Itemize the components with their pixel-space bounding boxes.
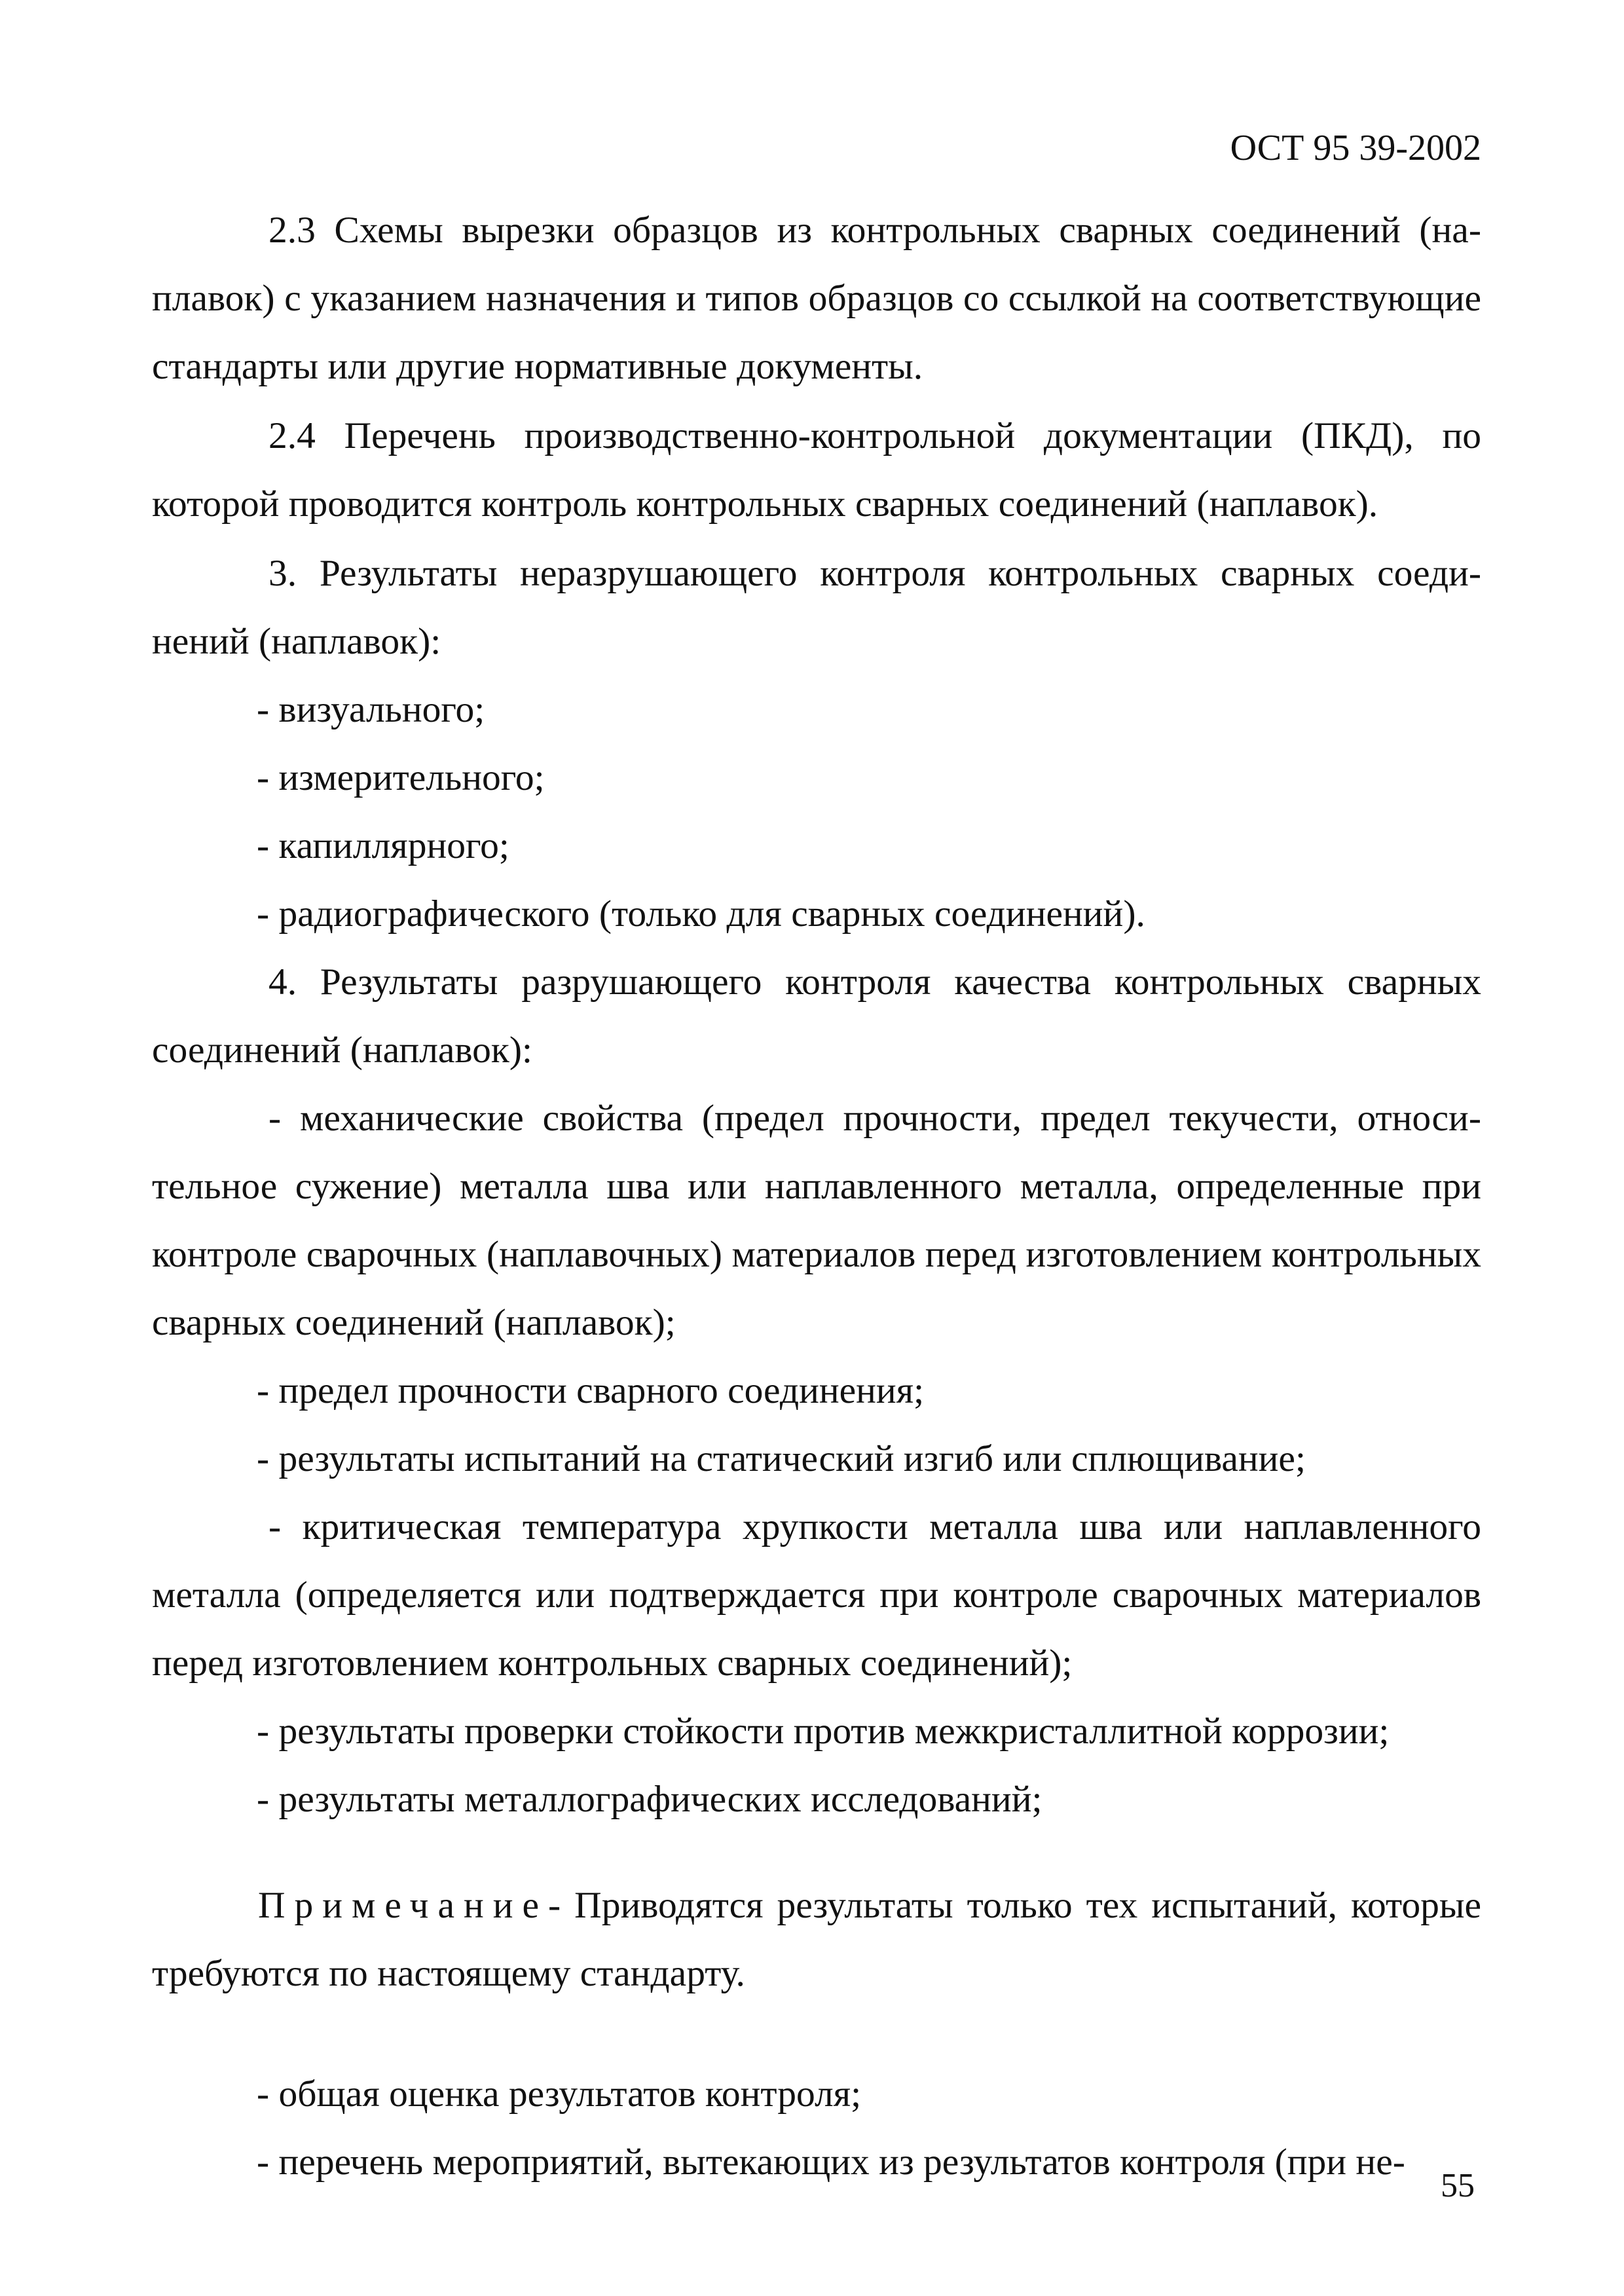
note-label: Примечание	[258, 1885, 549, 1926]
paragraph-2-3: 2.3 Схемы вырезки образцов из контрольных сварных соединений (наплавок) с указанием назначения и типов образцов со ссылкой на соответствующие стандарты или другие нормативные документы.	[152, 210, 1481, 387]
list-item-visual: - визуального;	[257, 689, 485, 730]
list-item-brittleness-temperature: - критическая температура хрупкости металла шва или наплавленного металла (определяется или подтверждается при контроле сварочных материалов перед изготовлением контрольных сварных соединений);	[152, 1506, 1481, 1684]
paragraph-3: 3. Результаты неразрушающего контроля контрольных сварных соединений (наплавок):	[152, 553, 1481, 662]
document-code: ОСТ 95 39-2002	[1230, 128, 1481, 168]
page-number: 55	[1441, 2167, 1475, 2204]
list-item-corrosion-resistance: - результаты проверки стойкости против межкристаллитной коррозии;	[257, 1711, 1390, 1752]
list-item-tensile-strength: - предел прочности сварного соединения;	[257, 1370, 925, 1411]
list-item-overall-assessment: - общая оценка результатов контроля;	[257, 2073, 862, 2115]
paragraph-4: 4. Результаты разрушающего контроля качества контрольных сварных соединений (наплавок):	[152, 961, 1481, 1071]
list-item-measuring: - измерительного;	[257, 757, 545, 798]
list-item-bend-test: - результаты испытаний на статический изгиб или сплющивание;	[257, 1438, 1306, 1479]
note	[152, 1872, 1481, 2008]
list-item-radiographic: - радиографического (только для сварных соединений).	[257, 893, 1145, 935]
document-body	[152, 196, 1481, 2196]
note-text: - Приводятся результаты только тех испытаний, которые требуются по настоящему стандарту.	[152, 1885, 1481, 1994]
paragraph-2-4: 2.4 Перечень производственно-контрольной документации (ПКД), по которой проводится контроль контрольных сварных соединений (наплавок).	[152, 415, 1481, 525]
list-item-measures: - перечень мероприятий, вытекающих из результатов контроля (при не-	[257, 2141, 1405, 2183]
list-item-metallography: - результаты металлографических исследований;	[257, 1779, 1043, 1820]
list-item-capillary: - капиллярного;	[257, 825, 509, 866]
list-item-mechanical-properties: - механические свойства (предел прочности, предел текучести, относительное сужение) металла шва или наплавленного металла, определенные при контроле сварочных (наплавочных) материалов перед изготовлением контрольных сварных соединений (наплавок);	[152, 1098, 1481, 1343]
